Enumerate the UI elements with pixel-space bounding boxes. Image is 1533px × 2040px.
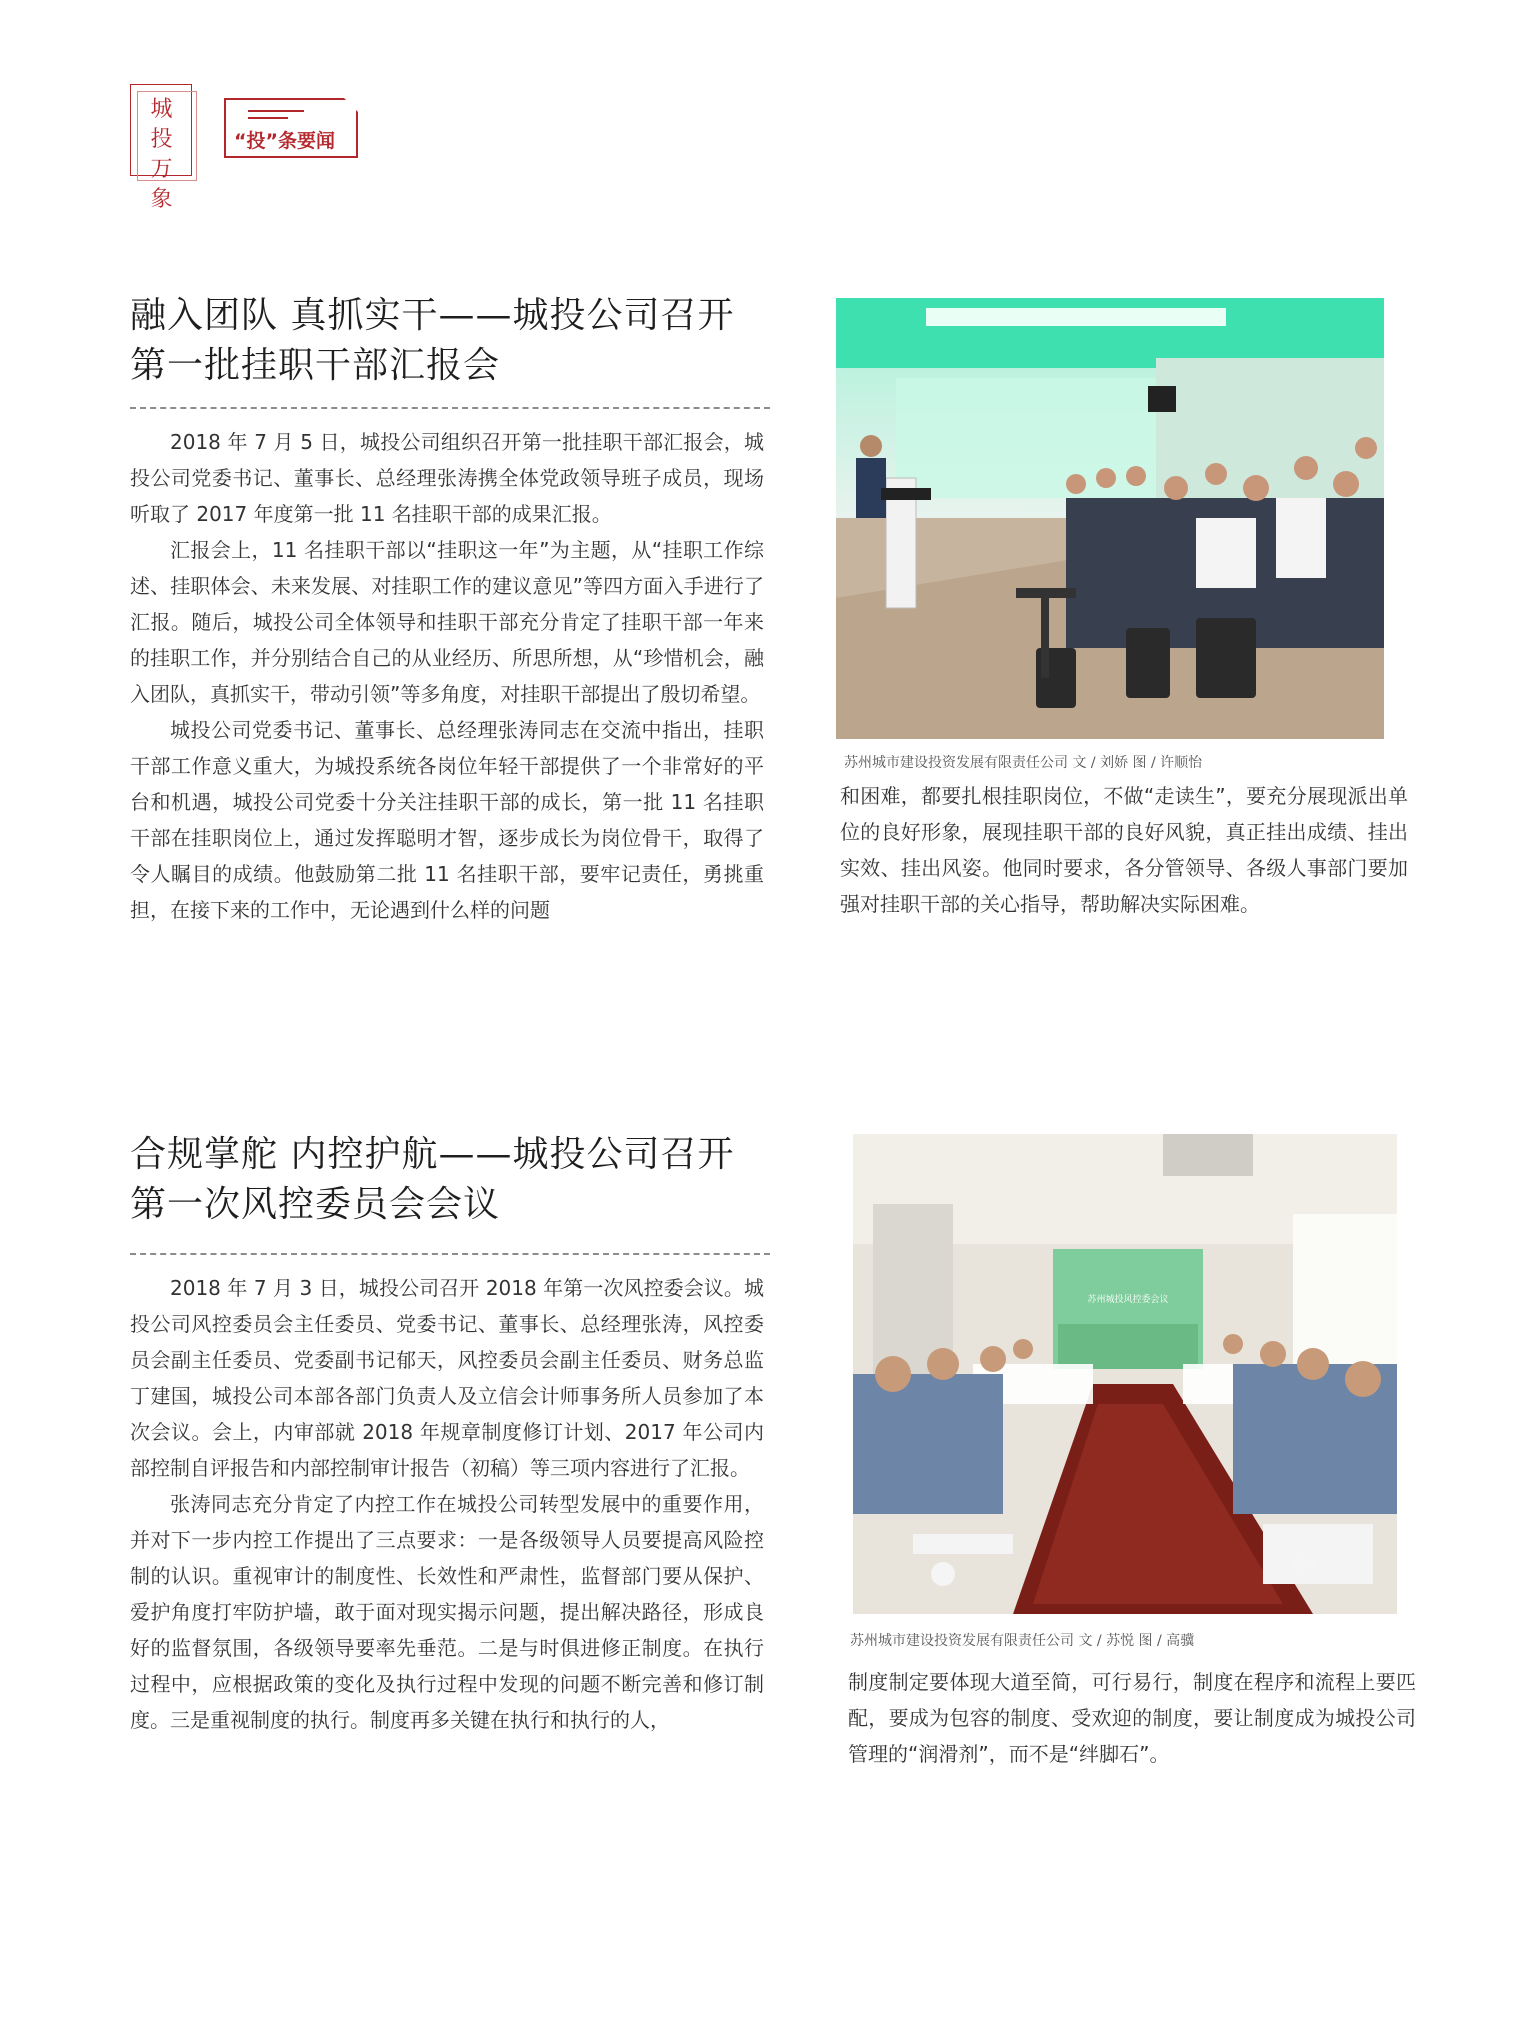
article2-title-line2: 第一次风控委员会会议: [130, 1184, 501, 1225]
article1-divider: [130, 407, 770, 409]
article2-continuation: [848, 1664, 1416, 1772]
logo-line-1: 城投: [150, 97, 172, 152]
article1-continuation-text: 和困难，都要扎根挂职岗位，不做“走读生”，要充分展现派出单位的良好形象，展现挂职干部的良好风貌，真正挂出成绩、挂出实效、挂出风姿。他同时要求，各分管领导、各级人事部门要加强对挂职干部的关心指导，帮助解决实际困难。: [840, 784, 1408, 916]
article2-photo: [853, 1134, 1397, 1614]
article1-title-line1: 融入团队 真抓实干——城投公司召开: [130, 295, 735, 336]
article1-continuation: [840, 778, 1408, 922]
folded-corner-icon: [344, 98, 358, 112]
article2-title-line1: 合规掌舵 内控护航——城投公司召开: [130, 1134, 735, 1175]
article2-photo-caption: 苏州城市建设投资发展有限责任公司 文 / 苏悦 图 / 高骥: [850, 1633, 1195, 1649]
article1-paragraph: 汇报会上，11 名挂职干部以“挂职这一年”为主题，从“挂职工作综述、挂职体会、未来发展、对挂职工作的建议意见”等四方面入手进行了汇报。随后，城投公司全体领导和挂职干部充分肯定了挂职干部一年来的挂职工作，并分别结合自己的从业经历、所思所想，从“珍惜机会，融入团队，真抓实干，带动引领”等多角度，对挂职干部提出了殷切希望。: [130, 538, 764, 706]
article2-divider: [130, 1253, 770, 1255]
logo-line-2: 万象: [150, 157, 172, 212]
article1-photo: [836, 298, 1384, 739]
magazine-logo: [130, 84, 192, 212]
article2-paragraph: 张涛同志充分肯定了内控工作在城投公司转型发展中的重要作用，并对下一步内控工作提出了三点要求：一是各级领导人员要提高风险控制的认识。重视审计的制度性、长效性和严肃性，监督部门要从保护、爱护角度打牢防护墙，敢于面对现实揭示问题，提出解决路径，形成良好的监督氛围，各级领导要率先垂范。二是与时俱进修正制度。在执行过程中，应根据政策的变化及执行过程中发现的问题不断完善和修订制度。三是重视制度的执行。制度再多关键在执行和执行的人，: [130, 1492, 764, 1732]
article1-body: [130, 424, 764, 928]
article1-title-line2: 第一批挂职干部汇报会: [130, 345, 501, 386]
article1-photo-caption: 苏州城市建设投资发展有限责任公司 文 / 刘娇 图 / 许顺怡: [844, 755, 1203, 771]
article2-paragraph: 2018 年 7 月 3 日，城投公司召开 2018 年第一次风控委会议。城投公司风控委员会主任委员、党委书记、董事长、总经理张涛，风控委员会副主任委员、党委副书记郁天，风控委员会副主任委员、财务总监丁建国，城投公司本部各部门负责人及立信会计师事务所人员参加了本次会议。会上，内审部就 2018 年规章制度修订计划、2017 年公司内部控制自评报告和内部控制审计报告（初稿）等三项内容进行了汇报。: [130, 1276, 764, 1480]
article2-body: [130, 1270, 764, 1738]
section-tag: [224, 98, 358, 158]
projector-screen-text: 苏州城投风控委会议: [1087, 1295, 1169, 1305]
article2-title: [130, 1130, 770, 1230]
article1-title: [130, 291, 770, 391]
section-label: “投”条要闻: [234, 130, 335, 152]
article2-continuation-text: 制度制定要体现大道至简，可行易行，制度在程序和流程上要匹配，要成为包容的制度、受欢迎的制度，要让制度成为城投公司管理的“润滑剂”，而不是“绊脚石”。: [848, 1670, 1416, 1766]
tag-decoration-lines: [248, 110, 304, 124]
article1-paragraph: 城投公司党委书记、董事长、总经理张涛同志在交流中指出，挂职干部工作意义重大，为城投系统各岗位年轻干部提供了一个非常好的平台和机遇，城投公司党委十分关注挂职干部的成长，第一批 11 名挂职干部在挂职岗位上，通过发挥聪明才智，逐步成长为岗位骨干，取得了令人瞩目的成绩。他鼓励第二批 11 名挂职干部，要牢记责任，勇挑重担，在接下来的工作中，无论遇到什么样的问题: [130, 718, 764, 922]
article1-paragraph: 2018 年 7 月 5 日，城投公司组织召开第一批挂职干部汇报会，城投公司党委书记、董事长、总经理张涛携全体党政领导班子成员，现场听取了 2017 年度第一批 11 名挂职干部的成果汇报。: [130, 430, 764, 526]
